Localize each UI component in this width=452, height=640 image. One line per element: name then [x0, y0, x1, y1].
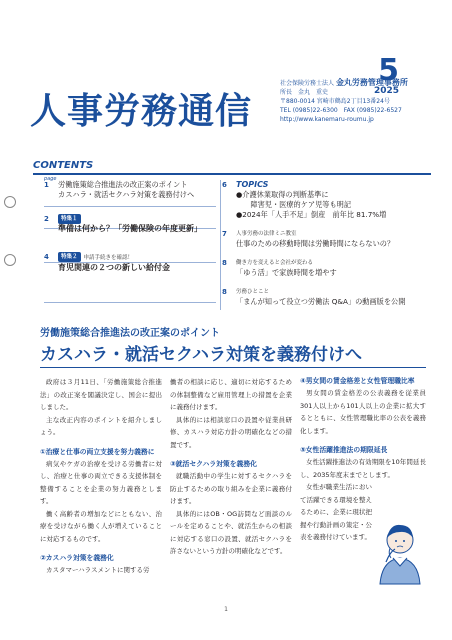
website-link[interactable]: http://www.kanemaru-roumu.jp	[280, 116, 374, 123]
toc-page: 2	[44, 215, 49, 223]
paragraph: 働く高齢者の増加などにともない、治療を受けながら働く人が増えていることに対応するものです。	[40, 509, 162, 543]
toc-title: 仕事のための移動時間は労働時間にならないの？	[236, 239, 395, 248]
section-heading: ①治療と仕事の両立支援を努力義務に	[40, 447, 155, 456]
toc-item[interactable]	[222, 180, 434, 220]
feature-subtitle: 労働施策総合推進法の改正案のポイント	[40, 328, 220, 339]
toc-page: 1	[44, 181, 49, 189]
toc-page: 6	[222, 181, 227, 189]
ring-hole	[4, 254, 16, 266]
office-line: 社会保険労務士法人	[280, 80, 335, 87]
toc-item[interactable]	[222, 229, 434, 249]
paragraph: 女性が職業生活において活躍できる環境を整えるために、企業に現状把握や行動計画の策定・公表を義務付けています。	[300, 483, 372, 541]
topics-line: 障害児・医療的ケア児等も明記	[236, 200, 352, 209]
toc-subtitle: 働き方を変えると会社が変わる	[236, 260, 314, 266]
article-column-1	[40, 376, 162, 577]
feature-badge: 特集１	[58, 214, 81, 224]
topics-line: ●介護休業取得の判断基準に	[236, 190, 329, 199]
feature-rule	[40, 367, 426, 368]
director: 所長 金丸 重史	[280, 89, 329, 96]
section-heading: ②カスハラ対策を義務化	[40, 554, 114, 562]
toc-title: 労働施策総合推進法の改正案のポイント	[58, 180, 188, 189]
address: 〒880-0014 宮崎市鶴島2丁目13番24号	[280, 98, 390, 105]
paragraph: 男女間の賃金格差の公表義務を従業員301人以上から101人以上の企業に拡大するとともに、女性管理職比率の公表を義務化します。	[300, 389, 426, 435]
toc-item[interactable]	[222, 287, 434, 307]
toc-item[interactable]	[44, 180, 222, 200]
issue-number: 5	[378, 53, 399, 88]
contents-heading: CONTENTS	[33, 160, 94, 171]
office-name: 金丸労務管理事務所	[335, 78, 408, 87]
section-heading: ③就活セクハラ対策を義務化	[170, 460, 257, 468]
section-heading: ④男女間の賃金格差と女性管理職比率	[300, 377, 415, 385]
topics-heading: TOPICS	[236, 180, 269, 189]
contents-rule	[33, 173, 431, 175]
toc-right-column	[222, 180, 434, 316]
toc-subtitle: 人事労務の法律ミニ教室	[236, 231, 297, 237]
feature-badge: 特集２	[58, 252, 81, 262]
publisher-info	[280, 78, 440, 124]
toc-item[interactable]	[222, 258, 434, 278]
masthead	[24, 53, 429, 144]
paragraph: 働者の相談に応じ、適切に対応するための体制整備など雇用管理上の措置を企業に義務付けます。	[170, 378, 292, 411]
worried-worker-illustration	[360, 516, 424, 586]
newsletter-title: 人事労務通信	[30, 91, 253, 132]
page-label: page	[44, 176, 57, 182]
toc-subtitle: 申請手続きを確認！	[83, 255, 134, 261]
tel-fax: TEL (0985)22-6300 FAX (0985)22-6527	[280, 107, 402, 114]
paragraph: 具体的には相談窓口の設置や従業員研修、カスハラ対応方針の明確化などの措置です。	[170, 415, 292, 449]
toc-page: 8	[222, 259, 227, 267]
toc-title: 「ゆう活」で家族時間を増やす	[236, 268, 337, 277]
paragraph: 主な改正内容のポイントを紹介しましょう。	[40, 415, 162, 436]
paragraph: 女性活躍推進法の有効期限を10年間延長し、2035年度末までとします。	[300, 458, 426, 479]
article-column-2	[170, 376, 292, 558]
paragraph: 政府は３月11日、「労働施策総合推進法」の改正案を閣議決定し、国会に提出しました。	[40, 378, 162, 411]
binder-rings	[4, 196, 18, 312]
toc-page: 4	[44, 253, 49, 261]
paragraph: 病気やケガの治療を受ける労働者に対し、治療と仕事の両立できる支援体制を整備することを企業の努力義務とします。	[40, 459, 162, 505]
toc-title: 「まんが知って役立つ労働法 Q&A」の動画版を公開	[236, 297, 406, 306]
toc-page: 8	[222, 288, 227, 296]
toc-rule	[44, 302, 216, 303]
feature-title: カスハラ・就活セクハラ対策を義務付けへ	[40, 345, 362, 365]
paragraph: カスタマーハラスメントに関する労	[46, 566, 150, 574]
topics-line: ●2024年「人手不足」倒産 前年比 81.7%増	[236, 210, 387, 219]
section-heading: ⑤女性活躍推進法の期限延長	[300, 446, 388, 454]
toc-title: 準備は何から？「労働保険の年度更新」	[58, 224, 202, 233]
toc-page: 7	[222, 230, 227, 238]
toc-title: 育児関連の２つの新しい給付金	[58, 263, 170, 272]
toc-item[interactable]	[44, 252, 222, 273]
ring-hole	[4, 196, 16, 208]
toc-left-column	[44, 180, 222, 284]
issue-year: 2025	[373, 86, 399, 96]
toc-subtitle: 労務ひとこと	[236, 289, 270, 295]
page-number: 1	[224, 606, 228, 613]
toc-title: カスハラ・就活セクハラ対策を義務付けへ	[58, 190, 195, 199]
paragraph: 具体的にはOB・OG訪問など面談のルールを定めることや、就活生からの相談に対応する窓口の設置、就活セクハラを許さないという方針の明確化などです。	[170, 509, 292, 555]
toc-item[interactable]	[44, 214, 222, 234]
paragraph: 就職活動中の学生に対するセクハラを防止するための取り組みを企業に義務付けます。	[170, 472, 292, 505]
